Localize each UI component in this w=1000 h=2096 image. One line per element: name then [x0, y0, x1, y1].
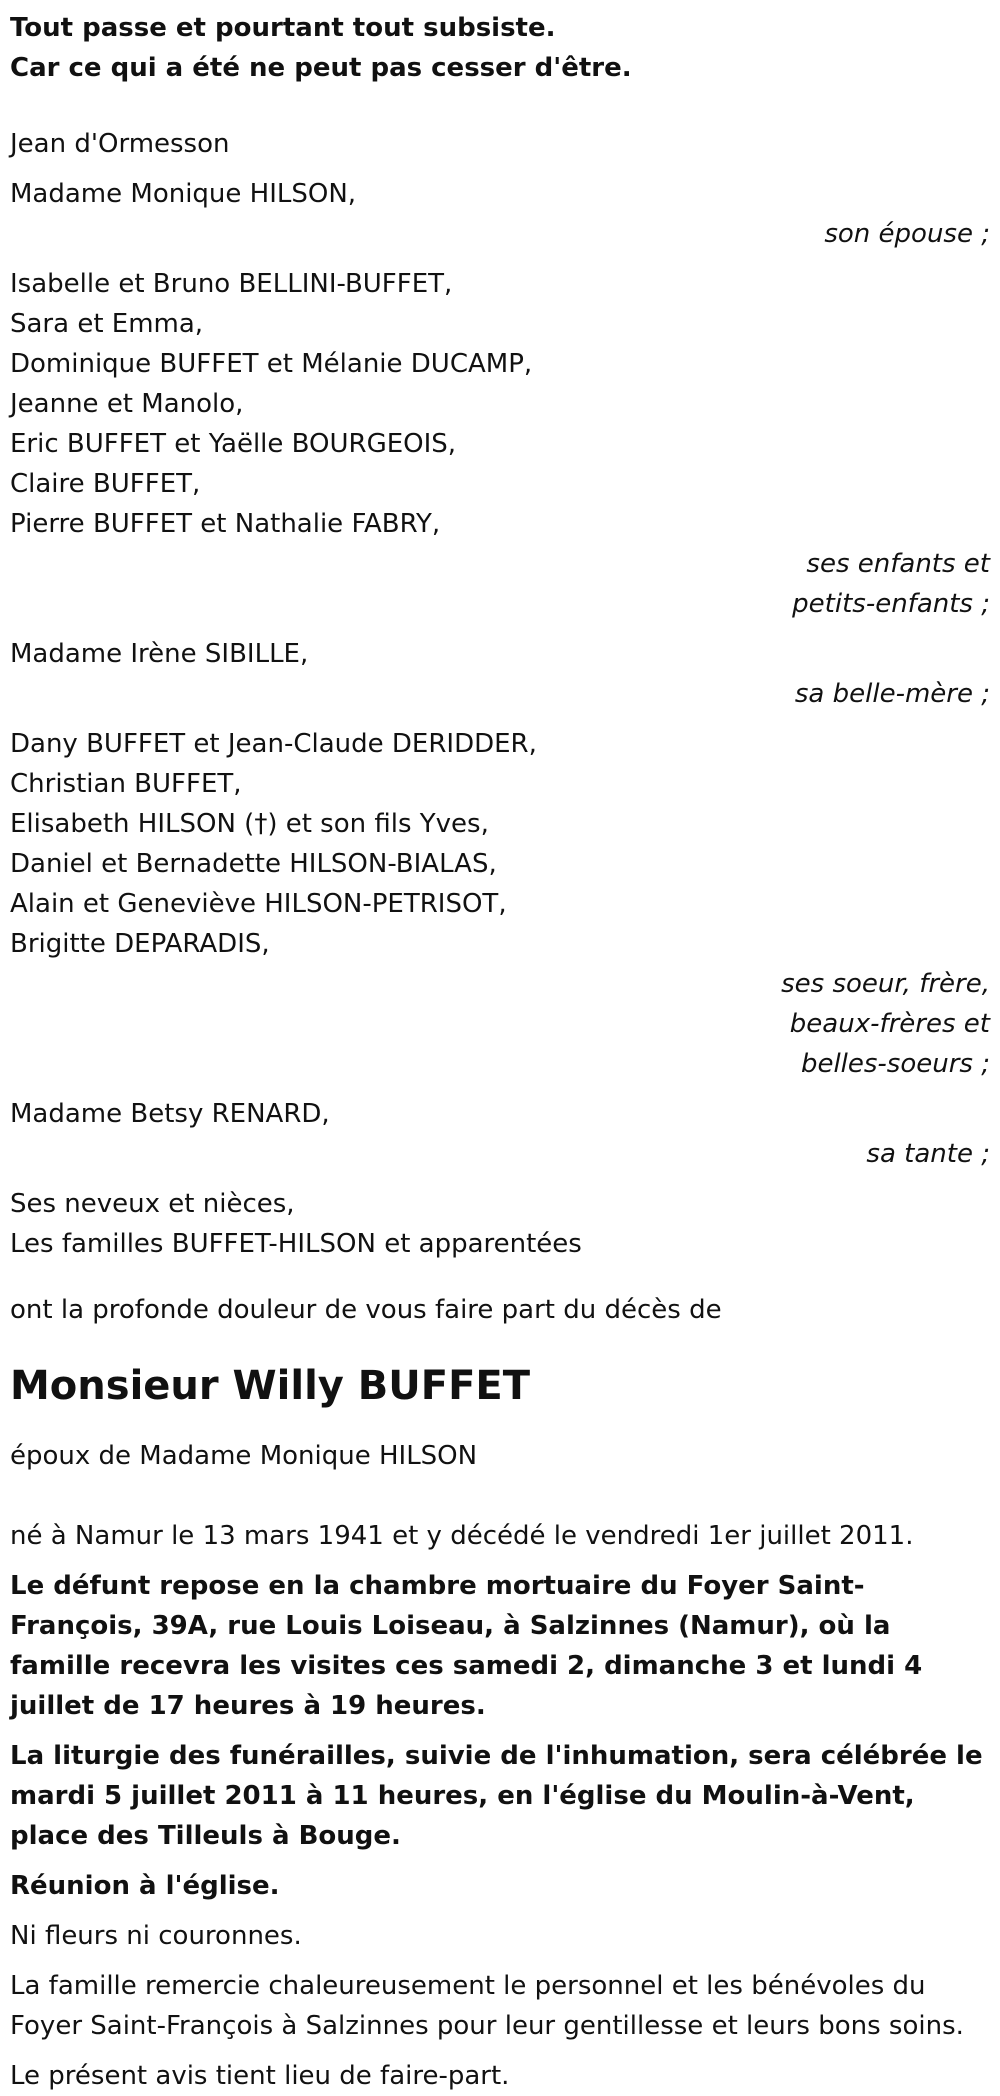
others-list — [10, 1184, 990, 1264]
spouse-relation: son épouse ; — [824, 219, 990, 249]
born-died-text: né à Namur le 13 mars 1941 et y décédé le vendredi 1er juillet 2011. — [10, 1521, 914, 1551]
spouse-of-text: époux de Madame Monique HILSON — [10, 1441, 478, 1471]
list-item: Daniel et Bernadette HILSON-BIALAS, — [10, 849, 497, 879]
list-item: Sara et Emma, — [10, 309, 204, 339]
funeral-text: La liturgie des funérailles, suivie de l'inhumation, sera célébrée le mardi 5 juillet 2011 à 11 heures, en l'église du Moulin-à-Vent, place des Tilleuls à Bouge. — [10, 1741, 983, 1851]
list-item: Ses neveux et nièces, — [10, 1189, 295, 1219]
spouse-name: Madame Monique HILSON, — [10, 179, 357, 209]
list-item: Les familles BUFFET-HILSON et apparentées — [10, 1229, 582, 1259]
quote-line-1: Tout passe et pourtant tout subsiste. — [10, 13, 556, 43]
quote-line-2: Car ce qui a été ne peut pas cesser d'être. — [10, 53, 632, 83]
visitation-text: Le défunt repose en la chambre mortuaire du Foyer Saint-François, 39A, rue Louis Loiseau, à Salzinnes (Namur), où la famille recevra les visites ces samedi 2, dimanche 3 et lundi 4 juillet de 17 heures à 19 heures. — [10, 1571, 923, 1721]
list-item: Dominique BUFFET et Mélanie DUCAMP, — [10, 349, 533, 379]
meeting-text: Réunion à l'église. — [10, 1871, 280, 1901]
list-item: Alain et Geneviève HILSON-PETRISOT, — [10, 889, 507, 919]
announcement-text: ont la profonde douleur de vous faire part du décès de — [10, 1295, 722, 1325]
children-relation: ses enfants et petits-enfants ; — [792, 549, 990, 619]
list-item: Pierre BUFFET et Nathalie FABRY, — [10, 509, 441, 539]
list-item: Dany BUFFET et Jean-Claude DERIDDER, — [10, 729, 537, 759]
aunt-relation: sa tante ; — [866, 1139, 990, 1169]
mother-in-law-name: Madame Irène SIBILLE, — [10, 639, 309, 669]
list-item: Jeanne et Manolo, — [10, 389, 244, 419]
quote-author: Jean d'Ormesson — [10, 129, 230, 159]
list-item: Brigitte DEPARADIS, — [10, 929, 270, 959]
list-item: Claire BUFFET, — [10, 469, 201, 499]
thanks-text: La famille remercie chaleureusement le personnel et les bénévoles du Foyer Saint-François à Salzinnes pour leur gentillesse et leurs bons soins. — [10, 1971, 964, 2041]
list-item: Eric BUFFET et Yaëlle BOURGEOIS, — [10, 429, 457, 459]
children-list — [10, 264, 990, 544]
no-flowers-text: Ni fleurs ni couronnes. — [10, 1921, 302, 1951]
siblings-list — [10, 724, 990, 964]
mother-in-law-relation: sa belle-mère ; — [794, 679, 990, 709]
obituary-content — [10, 8, 990, 2096]
list-item: Elisabeth HILSON (†) et son fils Yves, — [10, 809, 489, 839]
notice-text: Le présent avis tient lieu de faire-part. — [10, 2061, 510, 2091]
list-item: Isabelle et Bruno BELLINI-BUFFET, — [10, 269, 453, 299]
list-item: Christian BUFFET, — [10, 769, 242, 799]
aunt-name: Madame Betsy RENARD, — [10, 1099, 330, 1129]
siblings-relation: ses soeur, frère, beaux-frères et belles-soeurs ; — [781, 969, 990, 1079]
deceased-name: Monsieur Willy BUFFET — [10, 1363, 531, 1409]
